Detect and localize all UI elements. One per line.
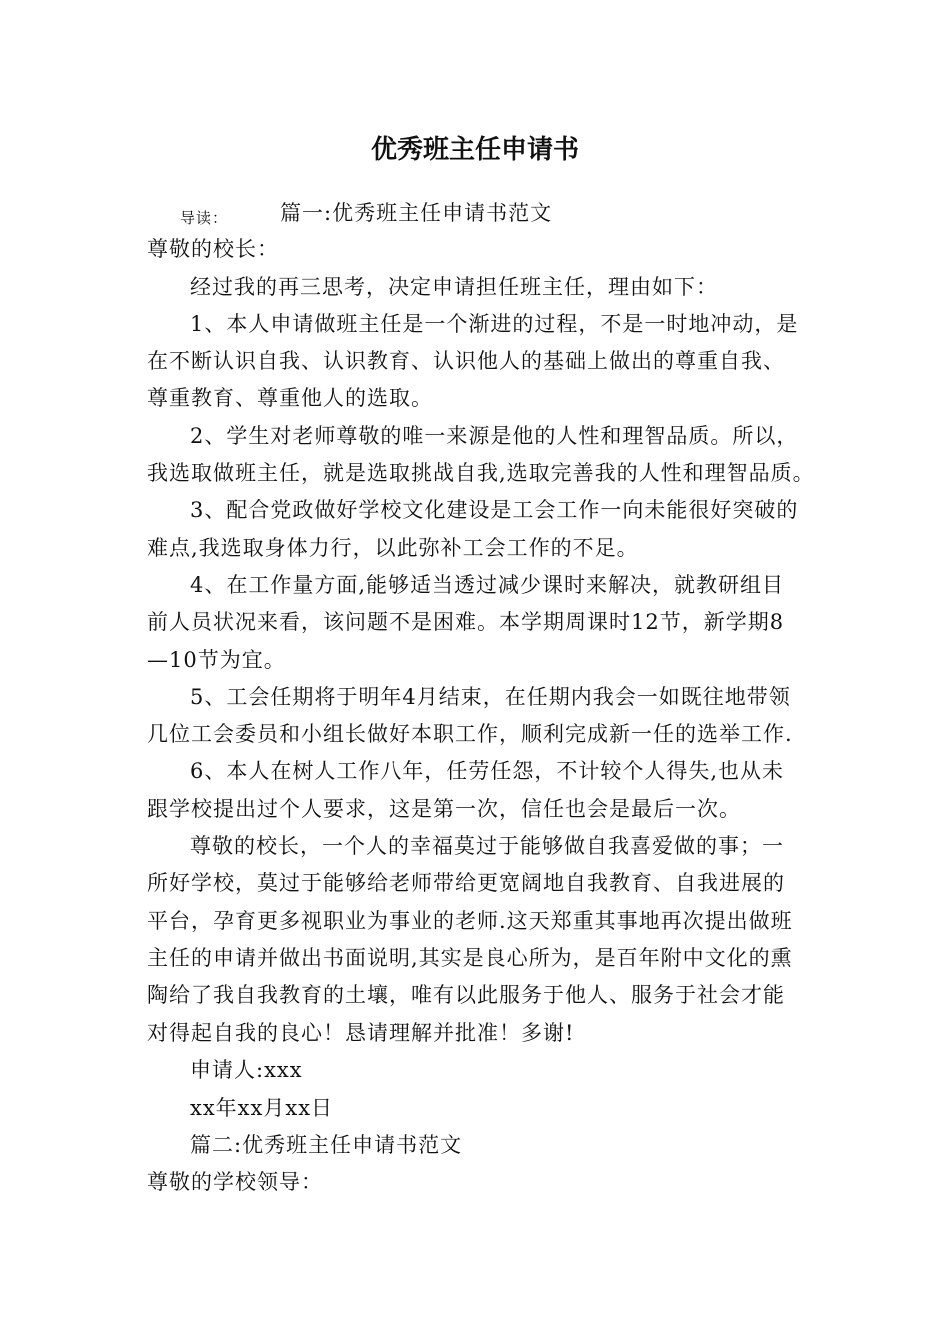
paragraph-line: 3、配合党政做好学校文化建设是工会工作一向未能很好突破的 [190, 498, 799, 522]
paragraph-line: 4、在工作量方面,能够适当透过减少课时来解决，就教研组目 [190, 573, 785, 597]
paragraph-line: 主任的申请并做出书面说明,其实是良心所为，是百年附中文化的熏 [147, 946, 793, 970]
paragraph-line: 6、本人在树人工作八年，任劳任怨，不计较个人得失,也从未 [190, 759, 785, 783]
salutation: 尊敬的学校领导： [147, 1170, 323, 1194]
paragraph-line: 所好学校，莫过于能够给老师带给更宽阔地自我教育、自我进展的 [147, 871, 785, 895]
intro-label: 导读： [180, 209, 229, 227]
paragraph-line: 对得起自我的良心！恳请理解并批准！多谢! [147, 1021, 575, 1045]
paragraph-line: 尊敬的校长，一个人的幸福莫过于能够做自我喜爱做的事；一 [190, 834, 784, 858]
date-line: xx年xx月xx日 [190, 1096, 334, 1120]
paragraph-line: 5、工会任期将于明年4月结束，在任期内我会一如既往地带领 [190, 685, 791, 709]
paragraph-line: 平台，孕育更多视职业为事业的老师.这天郑重其事地再次提出做班 [147, 909, 793, 933]
paragraph-line: 跟学校提出过个人要求，这是第一次，信任也会是最后一次。 [147, 797, 741, 821]
part1-heading: 篇一:优秀班主任申请书范文 [280, 201, 553, 225]
paragraph-line: 前人员状况来看，该问题不是困难。本学期周课时12节，新学期8 [147, 610, 785, 634]
paragraph-line: 1、本人申请做班主任是一个渐进的过程，不是一时地冲动，是 [190, 312, 799, 336]
paragraph-line: 经过我的再三思考，决定申请担任班主任，理由如下： [190, 275, 718, 299]
paragraph-line: 陶给了我自我教育的土壤，唯有以此服务于他人、服务于社会才能 [147, 983, 785, 1007]
applicant-line: 申请人:xxx [190, 1058, 303, 1082]
document-title: 优秀班主任申请书 [370, 135, 579, 165]
paragraph-line: 我选取做班主任，就是选取挑战自我,选取完善我的人性和理智品质。 [147, 461, 815, 485]
paragraph-line: —10节为宜。 [147, 648, 286, 672]
paragraph-line: 在不断认识自我、认识教育、认识他人的基础上做出的尊重自我、 [147, 349, 785, 373]
paragraph-line: 2、学生对老师尊敬的唯一来源是他的人性和理智品质。所以， [190, 424, 799, 448]
paragraph-line: 难点,我选取身体力行，以此弥补工会工作的不足。 [147, 536, 639, 560]
part2-heading: 篇二:优秀班主任申请书范文 [190, 1133, 463, 1157]
salutation: 尊敬的校长： [147, 237, 279, 261]
paragraph-line: 几位工会委员和小组长做好本职工作，顺利完成新一任的选举工作. [147, 722, 793, 746]
paragraph-line: 尊重教育、尊重他人的选取。 [147, 386, 433, 410]
